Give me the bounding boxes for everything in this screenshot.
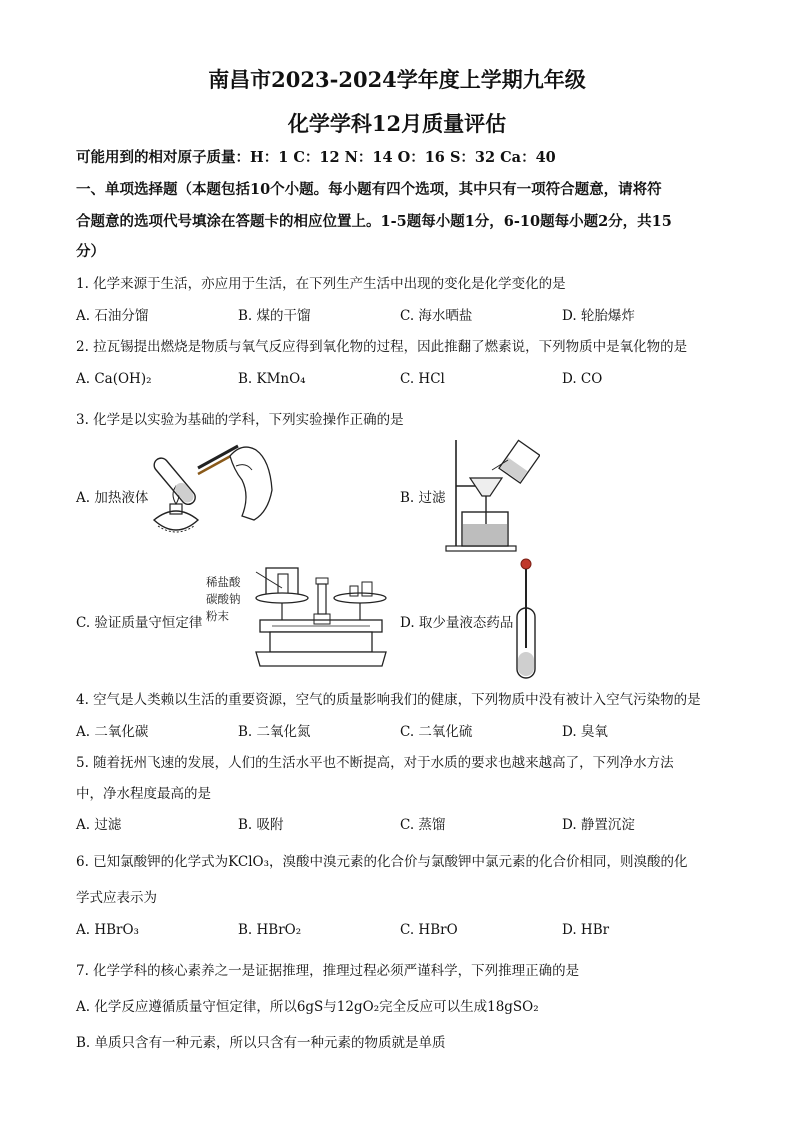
q5-stem-1: 5. 随着抚州飞速的发展，人们的生活水平也不断提高，对于水质的要求也越来越高了，下列净水方法 [76,755,674,771]
q7-option-b: B. 单质只含有一种元素，所以只含有一种元素的物质就是单质 [76,1035,446,1051]
q6-stem-2: 学式应表示为 [76,890,157,906]
dropper-figure [514,556,544,680]
q1-option-c: C. 海水晒盐 [400,308,473,324]
q7-option-a: A. 化学反应遵循质量守恒定律，所以6gS与12gO₂完全反应可以生成18gSO₂ [76,999,539,1015]
title-line-1: 南昌市2023-2024学年度上学期九年级 [208,67,586,92]
q5-stem-2: 中，净水程度最高的是 [76,786,211,802]
q3-option-c: C. 验证质量守恒定律 [76,615,203,631]
section1-line3: 分） [76,243,105,260]
q4-stem: 4. 空气是人类赖以生活的重要资源，空气的质量影响我们的健康，下列物质中没有被计入空气污染物的是 [76,692,701,708]
q1-option-d: D. 轮胎爆炸 [562,308,635,324]
section1-line1: 一、单项选择题（本题包括10个小题。每小题有四个选项，其中只有一项符合题意，请将符 [76,181,662,198]
q5-option-d: D. 静置沉淀 [562,817,635,833]
q2-option-b: B. KMnO₄ [238,371,306,387]
q7-stem: 7. 化学学科的核心素养之一是证据推理，推理过程必须严谨科学，下列推理正确的是 [76,963,580,979]
label-dilute-hcl: 稀盐酸 [206,575,241,589]
atomic-masses: 可能用到的相对原子质量：H：1 C：12 N：14 O：16 S：32 Ca：40 [76,149,556,166]
q2-stem: 2. 拉瓦锡提出燃烧是物质与氧气反应得到氧化物的过程，因此推翻了燃素说，下列物质中是氧化物的是 [76,339,688,355]
q2-option-d: D. CO [562,371,603,387]
q3-option-a: A. 加热液体 [76,490,149,506]
heating-liquid-figure [146,440,276,550]
q3-stem: 3. 化学是以实验为基础的学科，下列实验操作正确的是 [76,412,404,428]
q1-option-a: A. 石油分馏 [76,308,149,324]
q4-option-c: C. 二氧化硫 [400,724,473,740]
section1-line2: 合题意的选项代号填涂在答题卡的相应位置上。1-5题每小题1分，6-10题每小题2分，共15 [76,213,672,230]
q6-option-a: A. HBrO₃ [76,922,139,938]
q2-option-c: C. HCl [400,371,445,387]
q6-option-c: C. HBrO [400,922,458,938]
filtration-figure [444,436,540,552]
q4-option-a: A. 二氧化碳 [76,724,149,740]
q4-option-b: B. 二氧化氮 [238,724,311,740]
q6-option-d: D. HBr [562,922,610,938]
label-powder: 粉末 [206,609,229,623]
q2-option-a: A. Ca(OH)₂ [76,371,152,387]
q4-option-d: D. 臭氧 [562,724,608,740]
title-line-2: 化学学科12月质量评估 [287,111,507,136]
q5-option-a: A. 过滤 [76,817,122,833]
q6-stem-1: 6. 已知氯酸钾的化学式为KClO₃，溴酸中溴元素的化合价与氯酸钾中氯元素的化合价相同，则溴酸的化 [76,854,688,870]
q1-stem: 1. 化学来源于生活，亦应用于生活，在下列生产生活中出现的变化是化学变化的是 [76,276,566,292]
q3-option-d: D. 取少量液态药品 [400,615,514,631]
q3-option-b: B. 过滤 [400,490,446,506]
balance-figure [252,566,390,672]
q5-option-c: C. 蒸馏 [400,817,446,833]
label-sodium-carbonate: 碳酸钠 [206,592,241,606]
q6-option-b: B. HBrO₂ [238,922,302,938]
q1-option-b: B. 煤的干馏 [238,308,311,324]
q5-option-b: B. 吸附 [238,817,284,833]
